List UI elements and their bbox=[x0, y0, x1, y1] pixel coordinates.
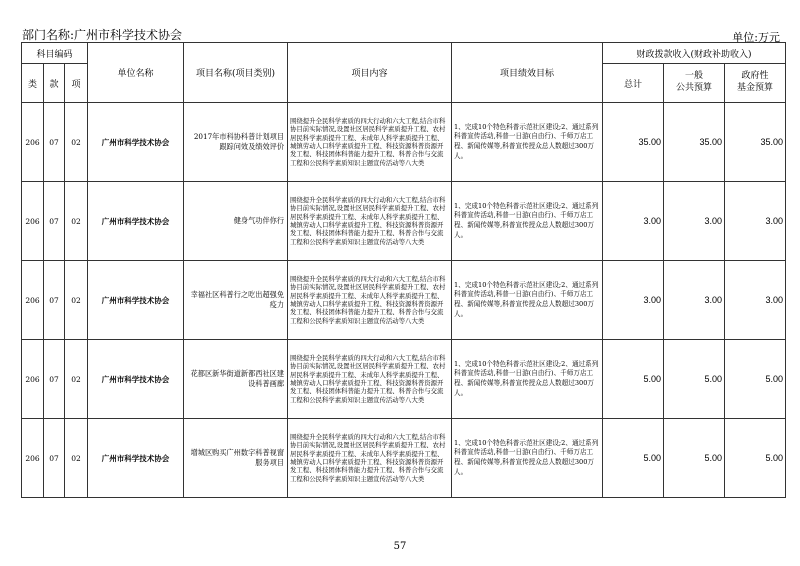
project-content: 围绕提升全民科学素质的四大行动和六大工程,结合市科协目前实际情况,设置社区居民科学素质提升工程、农村居民科学素质提升工程、未成年人科学素质提升工程、城镇劳动人口科学素质提升工程、科技资源科普资源开发工程、科技团体科普能力提升工程、科普合作与交流工程和公民科学素质知识主题宣传活动等八大类 bbox=[288, 340, 452, 419]
table-row bbox=[22, 182, 786, 261]
class-code: 206 bbox=[22, 340, 44, 419]
header-xiang: 项 bbox=[65, 64, 88, 103]
header-fund-budget: 政府性 基金预算 bbox=[725, 64, 786, 103]
total-amount: 3.00 bbox=[603, 182, 664, 261]
header-general-budget: 一般 公共预算 bbox=[664, 64, 725, 103]
performance-goal: 1、完成10个特色科普示范社区建设;2、通过系列科普宣传活动,科普一日游(自由行)、千师万店工程、新闻传媒等,科普宣传授众总人数超过300万人。 bbox=[452, 103, 603, 182]
xiang-code: 02 bbox=[65, 103, 88, 182]
project-name: 2017年市科协科普计划项目跟踪问效及绩效评价 bbox=[184, 103, 288, 182]
unit-name: 广州市科学技术协会 bbox=[88, 419, 184, 498]
budget-table bbox=[21, 42, 786, 498]
kuan-code: 07 bbox=[44, 103, 65, 182]
project-content: 围绕提升全民科学素质的四大行动和六大工程,结合市科协目前实际情况,设置社区居民科学素质提升工程、农村居民科学素质提升工程、未成年人科学素质提升工程、城镇劳动人口科学素质提升工程、科技资源科普资源开发工程、科技团体科普能力提升工程、科普合作与交流工程和公民科学素质知识主题宣传活动等八大类 bbox=[288, 419, 452, 498]
class-code: 206 bbox=[22, 103, 44, 182]
performance-goal: 1、完成10个特色科普示范社区建设;2、通过系列科普宣传活动,科普一日游(自由行)、千师万店工程、新闻传媒等,科普宣传授众总人数超过300万人。 bbox=[452, 182, 603, 261]
unit-name: 广州市科学技术协会 bbox=[88, 261, 184, 340]
xiang-code: 02 bbox=[65, 261, 88, 340]
page-number: 57 bbox=[393, 541, 407, 552]
department-name: 部门名称:广州市科学技术协会 bbox=[22, 28, 183, 42]
kuan-code: 07 bbox=[44, 419, 65, 498]
total-amount: 5.00 bbox=[603, 419, 664, 498]
header-subject-code: 科目编码 bbox=[22, 43, 88, 64]
project-content: 围绕提升全民科学素质的四大行动和六大工程,结合市科协目前实际情况,设置社区居民科学素质提升工程、农村居民科学素质提升工程、未成年人科学素质提升工程、城镇劳动人口科学素质提升工程、科技资源科普资源开发工程、科技团体科普能力提升工程、科普合作与交流工程和公民科学素质知识主题宣传活动等八大类 bbox=[288, 261, 452, 340]
kuan-code: 07 bbox=[44, 182, 65, 261]
header-project-name: 项目名称(项目类别) bbox=[184, 43, 288, 103]
header-unit-name: 单位名称 bbox=[88, 43, 184, 103]
unit-name: 广州市科学技术协会 bbox=[88, 340, 184, 419]
header-class: 类 bbox=[22, 64, 44, 103]
xiang-code: 02 bbox=[65, 340, 88, 419]
table-row bbox=[22, 103, 786, 182]
total-amount: 35.00 bbox=[603, 103, 664, 182]
kuan-code: 07 bbox=[44, 261, 65, 340]
fund-budget-amount: 3.00 bbox=[725, 182, 786, 261]
general-budget-amount: 3.00 bbox=[664, 261, 725, 340]
project-content: 围绕提升全民科学素质的四大行动和六大工程,结合市科协目前实际情况,设置社区居民科学素质提升工程、农村居民科学素质提升工程、未成年人科学素质提升工程、城镇劳动人口科学素质提升工程、科技资源科普资源开发工程、科技团体科普能力提升工程、科普合作与交流工程和公民科学素质知识主题宣传活动等八大类 bbox=[288, 103, 452, 182]
fund-budget-amount: 5.00 bbox=[725, 340, 786, 419]
header-funding: 财政拨款收入(财政补助收入) bbox=[603, 43, 786, 64]
total-amount: 3.00 bbox=[603, 261, 664, 340]
header-project-content: 项目内容 bbox=[288, 43, 452, 103]
performance-goal: 1、完成10个特色科普示范社区建设;2、通过系列科普宣传活动,科普一日游(自由行)、千师万店工程、新闻传媒等,科普宣传授众总人数超过300万人。 bbox=[452, 419, 603, 498]
general-budget-amount: 5.00 bbox=[664, 419, 725, 498]
xiang-code: 02 bbox=[65, 419, 88, 498]
table-row bbox=[22, 261, 786, 340]
unit-name: 广州市科学技术协会 bbox=[88, 182, 184, 261]
class-code: 206 bbox=[22, 419, 44, 498]
fund-budget-amount: 5.00 bbox=[725, 419, 786, 498]
project-name: 幸福社区科普行之吃出超强免疫力 bbox=[184, 261, 288, 340]
general-budget-amount: 3.00 bbox=[664, 182, 725, 261]
fund-budget-amount: 3.00 bbox=[725, 261, 786, 340]
header-performance-goal: 项目绩效目标 bbox=[452, 43, 603, 103]
total-amount: 5.00 bbox=[603, 340, 664, 419]
project-name: 花都区新华街道新都西社区建设科普画廊 bbox=[184, 340, 288, 419]
header-kuan: 款 bbox=[44, 64, 65, 103]
project-content: 围绕提升全民科学素质的四大行动和六大工程,结合市科协目前实际情况,设置社区居民科学素质提升工程、农村居民科学素质提升工程、未成年人科学素质提升工程、城镇劳动人口科学素质提升工程、科技资源科普资源开发工程、科技团体科普能力提升工程、科普合作与交流工程和公民科学素质知识主题宣传活动等八大类 bbox=[288, 182, 452, 261]
header-total: 总计 bbox=[603, 64, 664, 103]
table-row bbox=[22, 419, 786, 498]
performance-goal: 1、完成10个特色科普示范社区建设;2、通过系列科普宣传活动,科普一日游(自由行)、千师万店工程、新闻传媒等,科普宣传授众总人数超过300万人。 bbox=[452, 340, 603, 419]
performance-goal: 1、完成10个特色科普示范社区建设;2、通过系列科普宣传活动,科普一日游(自由行)、千师万店工程、新闻传媒等,科普宣传授众总人数超过300万人。 bbox=[452, 261, 603, 340]
table-row bbox=[22, 340, 786, 419]
kuan-code: 07 bbox=[44, 340, 65, 419]
project-name: 健身气功伴你行 bbox=[184, 182, 288, 261]
unit-name: 广州市科学技术协会 bbox=[88, 103, 184, 182]
general-budget-amount: 35.00 bbox=[664, 103, 725, 182]
unit-label: 单位:万元 bbox=[732, 31, 780, 44]
project-name: 增城区购买广州数字科普视窗服务项目 bbox=[184, 419, 288, 498]
general-budget-amount: 5.00 bbox=[664, 340, 725, 419]
class-code: 206 bbox=[22, 182, 44, 261]
fund-budget-amount: 35.00 bbox=[725, 103, 786, 182]
xiang-code: 02 bbox=[65, 182, 88, 261]
class-code: 206 bbox=[22, 261, 44, 340]
